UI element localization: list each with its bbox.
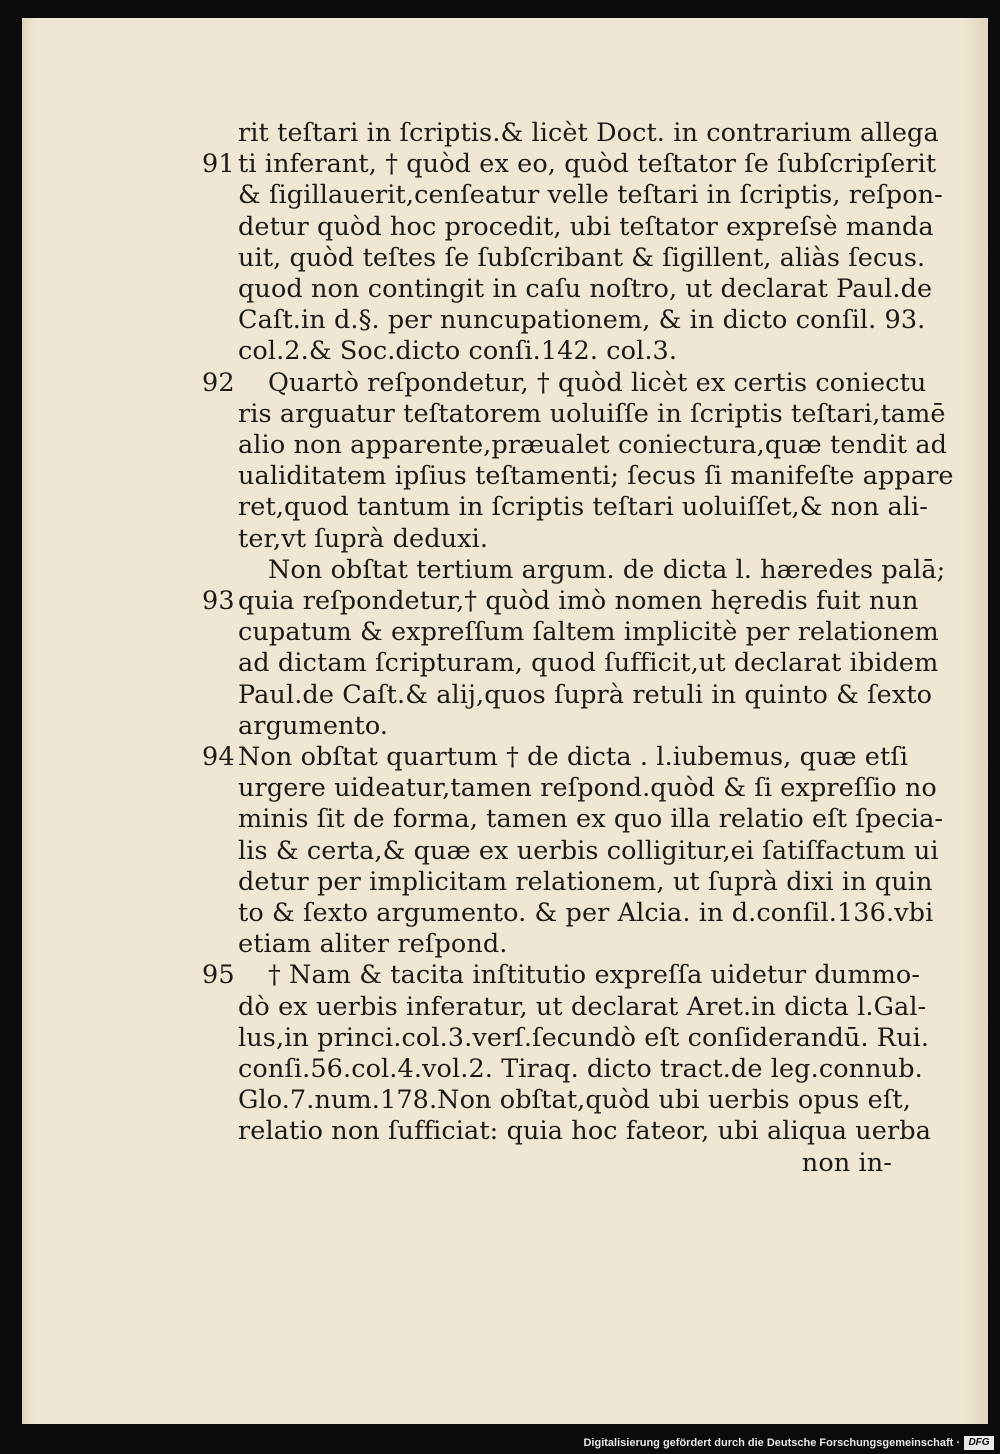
page-text [22, 18, 988, 1218]
line-text: Non obſtat quartum † de dicta . l.iubemus, quæ etſi [238, 742, 909, 772]
line-text: etiam aliter reſpond. [238, 929, 508, 960]
text-line [22, 430, 988, 460]
book-page [22, 18, 988, 1424]
footer-bar [0, 1434, 1000, 1454]
text-line [22, 149, 988, 179]
line-text: conſi.56.col.4.vol.2. Tiraq. dicto tract.de leg.connub. [238, 1054, 923, 1084]
text-line [22, 1085, 988, 1115]
line-text: dò ex uerbis inferatur, ut declarat Aret.in dicta l.Gal- [238, 991, 927, 1022]
text-line [22, 898, 988, 928]
text-line [22, 773, 988, 803]
line-text: non in- [801, 1147, 892, 1178]
margin-number: 94 [202, 742, 235, 772]
line-text: argumento. [238, 710, 389, 741]
line-text: ad dictam ſcripturam, quod ſufficit,ut declarat ibidem [238, 648, 939, 679]
line-text: ter,vt ſuprà deduxi. [238, 523, 489, 554]
line-text: cupatum & expreſſum ſaltem implicitè per relationem [238, 617, 939, 648]
line-text: rit teſtari in ſcriptis.& licèt Doct. in contrarium allega [238, 118, 939, 148]
text-line [22, 1116, 988, 1146]
text-line [22, 929, 988, 959]
text-line [22, 1023, 988, 1053]
text-line [22, 804, 988, 834]
line-text: ret,quod tantum in ſcriptis teſtari uoluiſſet,& non ali- [238, 492, 929, 523]
text-line [22, 399, 988, 429]
text-line [22, 243, 988, 273]
line-text: detur quòd hoc procedit, ubi teſtator expreſsè manda [238, 211, 934, 242]
margin-number: 92 [202, 367, 235, 398]
text-line [22, 1054, 988, 1084]
text-line [22, 742, 988, 772]
line-text: Glo.7.num.178.Non obſtat,quòd ubi uerbis opus eſt, [238, 1085, 911, 1116]
line-text: Paul.de Caſt.& alij,quos ſuprà retuli in quinto & ſexto [238, 679, 933, 710]
line-text: Caſt.in d.§. per nuncupationem, & in dicto conſil. 93. [238, 305, 926, 336]
line-text: quia reſpondetur,† quòd imò nomen hęredis fuit nun [238, 586, 919, 616]
text-line [22, 274, 988, 304]
line-text: † Nam & tacita inſtitutio expreſſa uidetur dummo- [268, 960, 921, 991]
margin-number: 95 [202, 960, 235, 991]
line-text: ris arguatur teſtatorem uoluiſſe in ſcriptis teſtari,tamē [238, 398, 946, 429]
text-line [22, 867, 988, 897]
text-line [22, 118, 988, 148]
text-line [22, 180, 988, 210]
text-line [22, 617, 988, 647]
text-line [22, 711, 988, 741]
text-line [22, 305, 988, 335]
line-text: & ſigillauerit,cenſeatur velle teſtari in ſcriptis, reſpon- [238, 180, 943, 211]
line-text: to & ſexto argumento. & per Alcia. in d.conſil.136.vbi [238, 898, 934, 928]
line-text: ti inferant, † quòd ex eo, quòd teſtator ſe ſubſcripſerit [238, 149, 937, 180]
funding-credit: Digitalisierung gefördert durch die Deutsche Forschungsgemeinschaft · [583, 1437, 960, 1449]
text-line [22, 461, 988, 491]
margin-number: 91 [202, 149, 235, 180]
text-line [22, 992, 988, 1022]
text-line [22, 680, 988, 710]
line-text: quod non contingit in caſu noſtro, ut declarat Paul.de [238, 274, 933, 304]
text-line [22, 212, 988, 242]
text-line [22, 368, 988, 398]
line-text: ualiditatem ipſius teſtamenti; ſecus ſi manifeſte appare [238, 461, 954, 492]
line-text: lis & certa,& quæ ex uerbis colligitur,ei ſatiſfactum ui [238, 835, 939, 866]
text-line [22, 524, 988, 554]
line-text: Non obſtat tertium argum. de dicta l. hæredes palā; [268, 554, 946, 585]
line-text: relatio non ſufficiat: quia hoc fateor, ubi aliqua uerba [238, 1116, 931, 1147]
text-line [22, 1148, 988, 1178]
line-text: lus,in princi.col.3.verſ.ſecundò eſt conſiderandū. Rui. [238, 1022, 930, 1053]
text-line [22, 586, 988, 616]
text-line [22, 836, 988, 866]
margin-number: 93 [202, 586, 235, 616]
dfg-logo-icon: DFG [964, 1436, 994, 1450]
line-text: urgere uideatur,tamen reſpond.quòd & ſi expreſſio no [238, 773, 937, 804]
line-text: col.2.& Soc.dicto conſi.142. col.3. [238, 336, 678, 367]
text-line [22, 960, 988, 990]
text-line [22, 336, 988, 366]
line-text: detur per implicitam relationem, ut ſuprà dixi in quin [238, 866, 933, 897]
line-text: minis ſit de forma, tamen ex quo illa relatio eſt ſpecia- [238, 804, 944, 835]
line-text: Quartò reſpondetur, † quòd licèt ex certis coniectu [268, 367, 927, 398]
text-line [22, 648, 988, 678]
text-line [22, 555, 988, 585]
line-text: alio non apparente,præualet coniectura,quæ tendit ad [238, 430, 948, 460]
line-text: uit, quòd teſtes ſe ſubſcribant & ſigillent, aliàs ſecus. [238, 242, 926, 273]
text-line [22, 492, 988, 522]
